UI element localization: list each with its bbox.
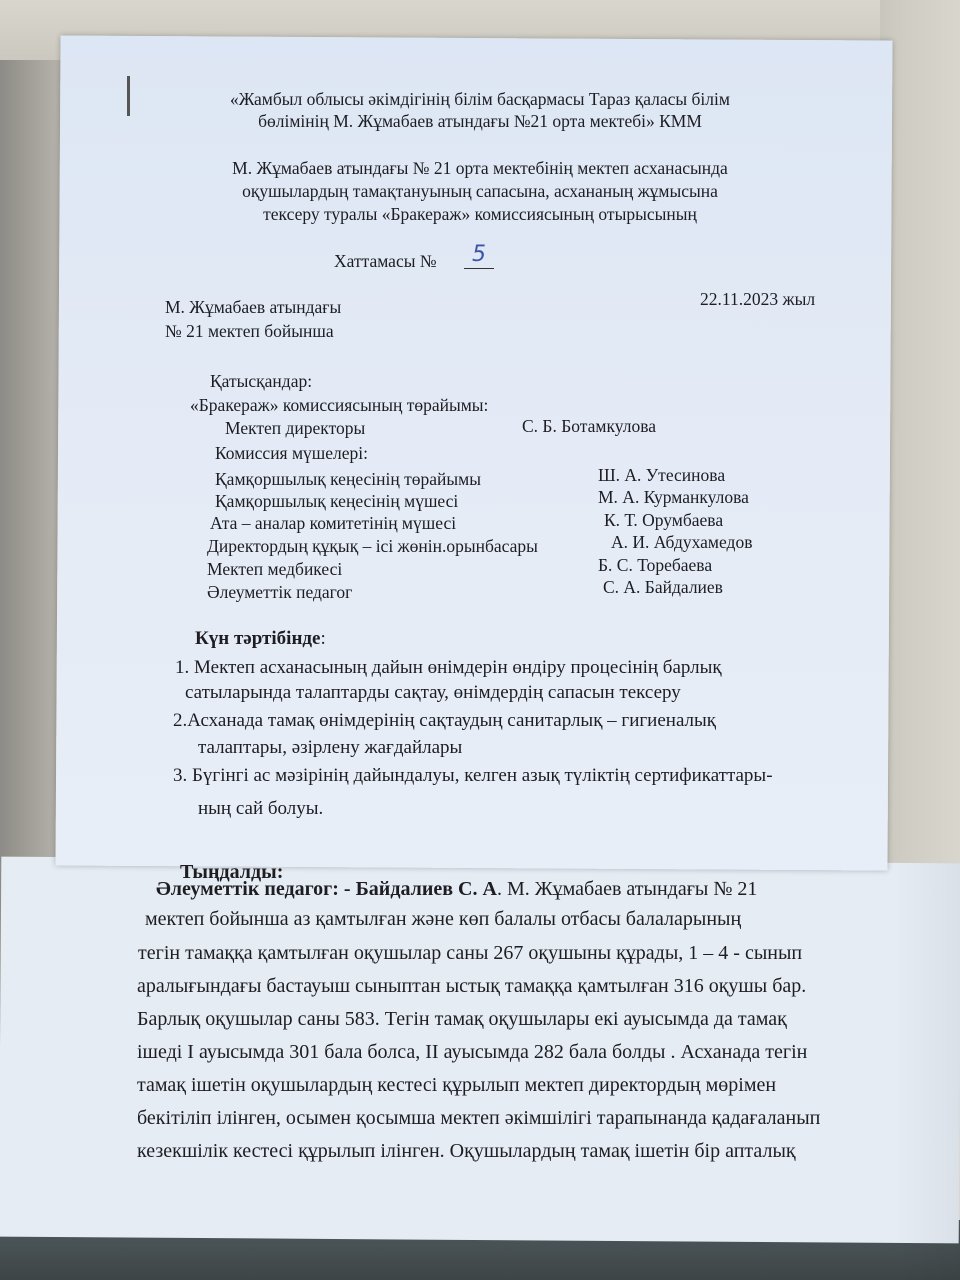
chair-heading: «Бракераж» комиссиясының төрайымы: xyxy=(190,395,489,415)
member-role: Қамқоршылық кеңесінің төрайымы xyxy=(215,469,481,489)
member-role: Әлеуметтік педагог xyxy=(207,582,353,602)
chair-role: Мектеп директоры xyxy=(225,418,366,438)
organization-name-line-2: бөлімінің М. Жұмабаев атындағы №21 орта мектебі» КММ xyxy=(258,111,702,131)
place-line-2: № 21 мектеп бойынша xyxy=(165,321,334,341)
protocol-number-underline xyxy=(464,268,494,269)
agenda-item-line-2: талаптары, әзірлену жағдайлары xyxy=(198,737,463,758)
organization-name-line-1: «Жамбыл облысы әкімдігінің білім басқармасы Тараз қаласы білім xyxy=(230,89,730,109)
heard-line: Барлық оқушылар саны 583. Тегін тамақ оқушылары екі ауысымда да тамақ xyxy=(137,1008,787,1030)
heard-line: мектеп бойынша аз қамтылған және көп балалы отбасы балаларының xyxy=(145,908,742,930)
agenda-heading xyxy=(195,628,326,650)
heard-line: бекітіліп ілінген, осымен қосымша мектеп әкімшілігі тарапынанда қадағаланып xyxy=(137,1107,821,1129)
agenda-item-line-2: ның сай болуы. xyxy=(198,798,324,819)
protocol-number: 5 xyxy=(472,242,486,267)
heard-line: аралығындағы бастауыш сыныптан ыстық тамаққа қамтылған 316 оқушы бар. xyxy=(137,975,807,997)
document-date: 22.11.2023 жыл xyxy=(700,289,816,309)
member-role: Ата – аналар комитетінің мүшесі xyxy=(210,513,457,533)
members-heading: Комиссия мүшелері: xyxy=(215,443,369,463)
member-role: Мектеп медбикесі xyxy=(207,559,343,579)
member-role: Директордың құқық – ісі жөнін.орынбасары xyxy=(207,536,538,556)
protocol-label: Хаттамасы № xyxy=(334,251,437,271)
agenda-heading-label: Күн тәртібінде xyxy=(195,628,321,649)
participants-heading: Қатысқандар: xyxy=(210,371,313,391)
speaker-name: Әлеуметтік педагог: - Байдалиев С. А xyxy=(156,878,497,900)
agenda-item-line-1: 1. Мектеп асханасының дайын өнімдерін өндіру процесінің барлық xyxy=(175,657,722,678)
heard-first-line xyxy=(156,873,757,906)
member-name: К. Т. Орумбаева xyxy=(604,510,724,530)
member-name: С. А. Байдалиев xyxy=(603,577,723,597)
agenda-heading-colon: : xyxy=(320,628,326,649)
subject-line-1: М. Жұмабаев атындағы № 21 орта мектебінің мектеп асханасында xyxy=(232,158,728,178)
agenda-item-line-1: 3. Бүгінгі ас мәзірінің дайындалуы, келген азық түліктің сертификаттары- xyxy=(173,765,773,786)
heard-heading: Тыңдалды: xyxy=(180,861,284,883)
agenda-item-line-2: сатыларында талаптарды сақтау, өнімдердің сапасын тексеру xyxy=(185,682,681,703)
heard-line: кезекшілік кестесі құрылып ілінген. Оқушылардың тамақ ішетін бір апталық xyxy=(137,1140,796,1162)
member-name: М. А. Курманкулова xyxy=(598,487,749,507)
member-name: Ш. А. Утесинова xyxy=(598,465,726,485)
page-edge-shade xyxy=(894,0,960,1280)
chair-name: С. Б. Ботамкулова xyxy=(522,416,657,436)
subject-line-3: тексеру туралы «Бракераж» комиссиясының отырысының xyxy=(263,204,697,224)
heard-line: тамақ ішетін оқушылардың кестесі құрылып мектеп директордың мөрімен xyxy=(137,1074,777,1096)
member-name: Б. С. Торебаева xyxy=(598,555,713,575)
member-name: А. И. Абдухамедов xyxy=(611,532,753,552)
member-role: Қамқоршылық кеңесінің мүшесі xyxy=(215,491,459,511)
agenda-item-line-1: 2.Асханада тамақ өнімдерінің сақтаудың санитарлық – гигиеналық xyxy=(173,710,717,731)
heard-line: . М. Жұмабаев атындағы № 21 xyxy=(496,878,758,900)
place-line-1: М. Жұмабаев атындағы xyxy=(165,297,342,317)
subject-line-2: оқушылардың тамақтануының сапасына, асхананың жұмысына xyxy=(242,181,718,201)
heard-line: ішеді І ауысымда 301 бала болса, ІІ ауысымда 282 бала болды . Асханада тегін xyxy=(137,1041,808,1063)
heard-line: тегін тамаққа қамтылған оқушылар саны 267 оқушыны құрады, 1 – 4 - сынып xyxy=(138,942,803,964)
